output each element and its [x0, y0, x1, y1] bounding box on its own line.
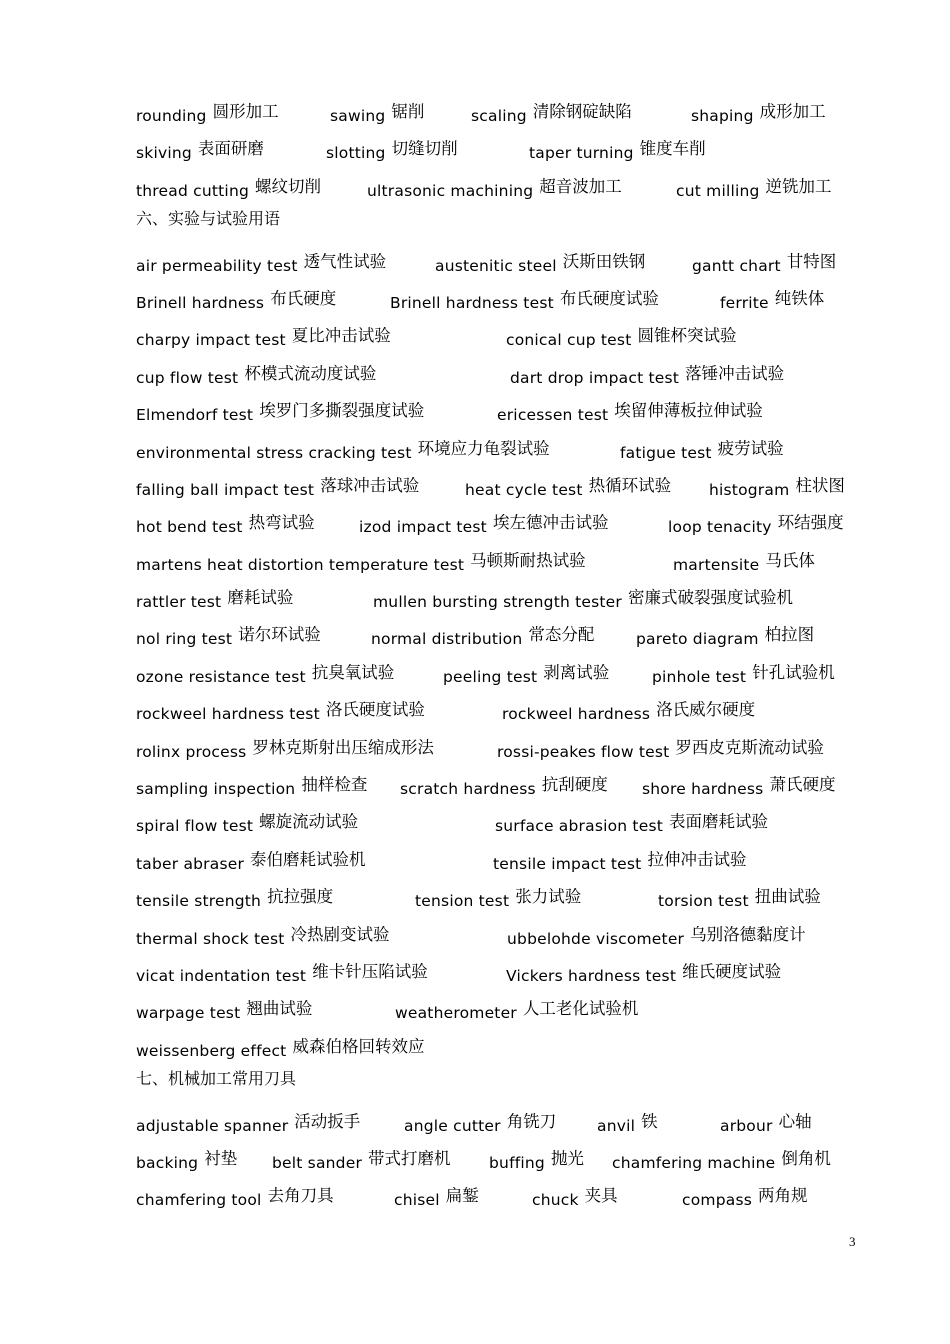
term-chinese: 柱状图	[795, 475, 845, 495]
glossary-term	[136, 285, 337, 312]
glossary-term	[691, 98, 826, 125]
glossary-term	[136, 173, 322, 200]
term-chinese: 扭曲试验	[754, 887, 821, 907]
glossary-term	[136, 659, 395, 686]
term-chinese: 锥度车削	[639, 139, 706, 159]
term-chinese: 热循环试验	[588, 475, 672, 495]
term-chinese: 冷热剧变试验	[290, 924, 390, 944]
glossary-term	[136, 584, 294, 612]
glossary-line	[136, 464, 876, 501]
term-english: skiving	[136, 144, 192, 163]
glossary-line	[136, 127, 876, 164]
glossary-line	[136, 1174, 876, 1211]
glossary-term	[471, 98, 632, 125]
term-english: cut milling	[676, 181, 760, 200]
glossary-term	[272, 1145, 451, 1172]
glossary-term	[136, 883, 334, 911]
term-english: vicat indentation test	[136, 966, 307, 985]
glossary-line	[136, 613, 876, 650]
term-english: adjustable spanner	[136, 1116, 289, 1135]
term-english: tension test	[415, 892, 510, 911]
term-chinese: 圆形加工	[212, 102, 279, 121]
term-english: angle cutter	[404, 1116, 501, 1135]
term-english: ultrasonic machining	[367, 181, 534, 200]
glossary-term	[390, 285, 659, 312]
glossary-term	[493, 846, 747, 873]
term-chinese: 沃斯田铁钢	[562, 251, 646, 271]
term-chinese: 洛氏硬度试验	[325, 700, 425, 720]
glossary-line	[136, 277, 876, 314]
glossary-term	[636, 621, 815, 649]
glossary-term	[136, 995, 313, 1023]
term-english: Brinell hardness	[136, 293, 265, 312]
glossary-term	[497, 397, 763, 425]
term-english: rockweel hardness	[502, 705, 651, 724]
term-chinese: 透气性试验	[303, 251, 387, 271]
term-chinese: 维氏硬度试验	[682, 961, 782, 981]
term-chinese: 清除钢碇缺陷	[532, 102, 632, 121]
term-chinese: 活动扳手	[294, 1111, 361, 1131]
term-chinese: 萧氏硬度	[769, 775, 836, 795]
glossary-page	[136, 90, 876, 1212]
term-chinese: 马氏体	[765, 550, 815, 570]
glossary-term	[367, 173, 622, 200]
glossary-line	[136, 1025, 876, 1062]
term-english: nol ring test	[136, 630, 233, 649]
term-english: histogram	[709, 480, 790, 499]
term-english: arbour	[720, 1116, 773, 1135]
glossary-term	[136, 322, 391, 350]
term-chinese: 纯铁体	[774, 288, 825, 308]
term-chinese: 人工老化试验机	[522, 999, 639, 1019]
glossary-term	[720, 285, 825, 312]
glossary-term	[136, 135, 264, 163]
term-chinese: 埃罗门多撕裂强度试验	[259, 401, 425, 421]
term-english: conical cup test	[506, 331, 632, 350]
term-chinese: 罗林克斯射出压缩成形法	[252, 737, 434, 757]
glossary-term	[620, 435, 784, 462]
glossary-term	[668, 509, 844, 537]
glossary-term	[652, 659, 835, 686]
term-english: Brinell hardness test	[390, 293, 554, 312]
term-english: compass	[682, 1191, 752, 1210]
term-english: surface abrasion test	[495, 817, 664, 836]
glossary-line	[136, 501, 876, 538]
glossary-term	[136, 808, 359, 836]
glossary-term	[136, 621, 321, 649]
term-chinese: 布氏硬度	[270, 288, 337, 308]
term-chinese: 热弯试验	[248, 513, 315, 533]
term-english: ericessen test	[497, 406, 609, 425]
term-english: sampling inspection	[136, 780, 296, 799]
term-chinese: 扁錾	[445, 1186, 479, 1206]
glossary-term	[136, 547, 586, 574]
term-chinese: 超音波加工	[539, 176, 622, 196]
term-english: izod impact test	[359, 518, 487, 537]
term-chinese: 成形加工	[759, 102, 826, 121]
glossary-term	[709, 472, 845, 499]
glossary-line	[136, 913, 876, 950]
term-chinese: 拉伸冲击试验	[647, 849, 747, 869]
glossary-term	[136, 435, 550, 462]
term-chinese: 磨耗试验	[227, 588, 294, 608]
term-english: tensile strength	[136, 892, 262, 911]
term-english: loop tenacity	[668, 518, 772, 537]
glossary-line	[136, 576, 876, 613]
term-english: gantt chart	[692, 256, 781, 275]
term-chinese: 张力试验	[515, 887, 582, 907]
glossary-term	[136, 1033, 425, 1060]
term-chinese: 夹具	[584, 1186, 618, 1206]
term-english: chisel	[394, 1191, 440, 1210]
glossary-term	[506, 322, 737, 350]
glossary-term	[720, 1108, 812, 1135]
glossary-term	[673, 547, 815, 574]
glossary-term	[443, 659, 610, 686]
term-chinese: 角铣刀	[506, 1111, 557, 1131]
term-chinese: 去角刀具	[267, 1186, 334, 1206]
glossary-term	[495, 808, 769, 836]
term-english: taber abraser	[136, 854, 245, 873]
glossary-term	[682, 1182, 808, 1210]
glossary-term	[404, 1108, 557, 1135]
term-english: Elmendorf test	[136, 406, 254, 425]
term-chinese: 马顿斯耐热试验	[470, 550, 586, 570]
term-chinese: 心轴	[778, 1111, 812, 1131]
term-english: taper turning	[529, 144, 634, 163]
glossary-line	[136, 427, 876, 464]
glossary-line	[136, 800, 876, 837]
term-english: chamfering tool	[136, 1191, 262, 1210]
glossary-term	[136, 846, 366, 873]
term-english: normal distribution	[371, 630, 523, 649]
term-chinese: 乌别洛德黏度计	[690, 924, 806, 944]
glossary-term	[529, 135, 706, 163]
term-english: environmental stress cracking test	[136, 443, 412, 462]
glossary-term	[502, 696, 756, 724]
glossary-line	[136, 1137, 876, 1174]
term-chinese: 落球冲击试验	[320, 475, 420, 495]
term-english: ozone resistance test	[136, 667, 306, 686]
term-english: spiral flow test	[136, 817, 254, 836]
term-chinese: 夏比冲击试验	[291, 326, 391, 346]
glossary-term	[136, 472, 420, 499]
term-chinese: 抽样检查	[301, 775, 368, 795]
section-heading: 六、实验与试验用语	[136, 209, 281, 229]
term-english: fatigue test	[620, 443, 712, 462]
term-chinese: 倒角机	[781, 1148, 831, 1168]
glossary-term	[136, 734, 434, 761]
glossary-term	[465, 472, 672, 499]
term-chinese: 抗刮硬度	[541, 775, 608, 795]
term-chinese: 埃留伸薄板拉伸试验	[614, 401, 763, 421]
glossary-line	[136, 875, 876, 912]
term-english: scratch hardness	[400, 780, 536, 799]
glossary-term	[136, 1182, 334, 1210]
term-english: weissenberg effect	[136, 1041, 287, 1060]
term-english: pinhole test	[652, 667, 747, 686]
term-english: warpage test	[136, 1004, 241, 1023]
term-chinese: 密廉式破裂强度试验机	[628, 588, 793, 608]
glossary-term	[506, 958, 782, 985]
term-english: austenitic steel	[435, 256, 557, 275]
term-english: peeling test	[443, 667, 538, 686]
term-chinese: 环境应力龟裂试验	[417, 438, 550, 458]
term-chinese: 罗西皮克斯流动试验	[675, 737, 824, 757]
term-chinese: 圆锥杯突试验	[637, 326, 737, 346]
term-chinese: 螺纹切削	[255, 176, 322, 196]
term-english: thread cutting	[136, 181, 250, 200]
term-english: shaping	[691, 107, 754, 125]
term-english: belt sander	[272, 1153, 363, 1172]
term-chinese: 杯模式流动度试验	[244, 363, 377, 383]
glossary-term	[373, 584, 793, 612]
term-chinese: 布氏硬度试验	[559, 288, 659, 308]
glossary-line	[136, 950, 876, 987]
term-chinese: 甘特图	[786, 251, 837, 271]
term-chinese: 逆铣加工	[765, 176, 832, 196]
term-english: chamfering machine	[612, 1153, 776, 1172]
term-chinese: 抗拉强度	[267, 887, 334, 907]
glossary-line	[136, 651, 876, 688]
glossary-term	[136, 397, 425, 425]
glossary-term	[359, 509, 609, 537]
term-english: sawing	[330, 107, 386, 125]
term-chinese: 疲劳试验	[717, 438, 784, 458]
term-english: cup flow test	[136, 368, 239, 387]
glossary-term	[371, 621, 595, 649]
glossary-line	[136, 240, 876, 277]
term-chinese: 衬垫	[204, 1148, 238, 1168]
term-chinese: 威森伯格回转效应	[292, 1036, 425, 1056]
term-english: backing	[136, 1153, 199, 1172]
term-english: air permeability test	[136, 256, 298, 275]
glossary-line	[136, 165, 876, 202]
glossary-line	[136, 389, 876, 426]
term-english: rockweel hardness test	[136, 705, 320, 724]
glossary-term	[510, 360, 785, 387]
term-english: anvil	[597, 1116, 636, 1135]
glossary-term	[676, 173, 832, 200]
term-chinese: 落锤冲击试验	[685, 363, 785, 383]
term-english: weatherometer	[395, 1004, 517, 1023]
term-english: ubbelohde viscometer	[507, 929, 685, 948]
glossary-term	[532, 1182, 618, 1210]
term-chinese: 针孔试验机	[752, 662, 835, 682]
term-chinese: 诺尔环试验	[238, 625, 321, 645]
term-english: dart drop impact test	[510, 368, 680, 387]
term-chinese: 翘曲试验	[246, 999, 313, 1019]
term-english: hot bend test	[136, 518, 243, 537]
glossary-term	[136, 1108, 361, 1135]
term-english: scaling	[471, 107, 527, 125]
term-chinese: 剥离试验	[543, 662, 610, 682]
term-chinese: 两角规	[758, 1186, 808, 1206]
glossary-term	[136, 958, 428, 985]
term-english: heat cycle test	[465, 480, 583, 499]
term-english: pareto diagram	[636, 630, 759, 649]
term-english: ferrite	[720, 293, 769, 312]
glossary-line	[136, 763, 876, 800]
term-english: charpy impact test	[136, 331, 286, 350]
glossary-term	[136, 696, 425, 724]
term-chinese: 表面研磨	[197, 139, 264, 159]
glossary-term	[597, 1108, 658, 1135]
glossary-line	[136, 352, 876, 389]
term-english: thermal shock test	[136, 929, 285, 948]
term-chinese: 抗臭氧试验	[311, 662, 395, 682]
term-english: falling ball impact test	[136, 480, 315, 499]
term-chinese: 锯削	[391, 102, 425, 121]
term-chinese: 切缝切削	[391, 139, 458, 159]
glossary-term	[435, 248, 646, 275]
glossary-line	[136, 688, 876, 725]
glossary-line	[136, 1100, 876, 1137]
glossary-term	[394, 1182, 479, 1210]
term-chinese: 抛光	[550, 1148, 584, 1168]
term-english: mullen bursting strength tester	[373, 593, 622, 612]
glossary-line	[136, 539, 876, 576]
term-chinese: 埃左德冲击试验	[492, 513, 609, 533]
term-english: shore hardness	[642, 780, 764, 799]
glossary-line	[136, 314, 876, 351]
term-english: chuck	[532, 1191, 579, 1210]
glossary-term	[692, 248, 837, 275]
term-chinese: 环结强度	[777, 513, 844, 533]
page-number: 3	[849, 1234, 856, 1249]
glossary-term	[136, 1145, 238, 1172]
term-chinese: 泰伯磨耗试验机	[250, 849, 366, 869]
term-english: rossi-peakes flow test	[497, 742, 670, 761]
glossary-term	[507, 921, 806, 948]
term-chinese: 铁	[641, 1111, 658, 1131]
glossary-term	[658, 883, 821, 911]
term-english: martens heat distortion temperature test	[136, 555, 465, 574]
glossary-term	[330, 98, 425, 125]
glossary-term	[136, 509, 315, 537]
term-chinese: 柏拉图	[764, 625, 815, 645]
glossary-term	[489, 1145, 584, 1172]
term-english: slotting	[326, 144, 386, 163]
term-english: buffing	[489, 1153, 545, 1172]
glossary-line	[136, 838, 876, 875]
term-english: tensile impact test	[493, 854, 642, 873]
term-english: rattler test	[136, 593, 222, 612]
glossary-term	[395, 995, 639, 1023]
glossary-term	[136, 98, 279, 125]
glossary-term	[612, 1145, 831, 1172]
glossary-term	[136, 771, 368, 799]
term-chinese: 表面磨耗试验	[669, 812, 769, 832]
glossary-line	[136, 726, 876, 763]
term-english: martensite	[673, 555, 760, 574]
term-english: rounding	[136, 107, 207, 125]
term-english: torsion test	[658, 892, 749, 911]
glossary-term	[136, 360, 377, 387]
glossary-term	[415, 883, 582, 911]
term-chinese: 洛氏威尔硬度	[656, 700, 756, 720]
section-heading: 七、机械加工常用刀具	[136, 1069, 297, 1089]
term-english: rolinx process	[136, 742, 247, 761]
glossary-term	[136, 248, 387, 275]
term-chinese: 常态分配	[528, 625, 595, 645]
glossary-line	[136, 987, 876, 1024]
term-english: Vickers hardness test	[506, 966, 677, 985]
glossary-term	[642, 771, 836, 799]
glossary-term	[497, 734, 824, 761]
glossary-term	[326, 135, 458, 163]
term-chinese: 维卡针压陷试验	[312, 961, 428, 981]
term-chinese: 带式打磨机	[368, 1148, 451, 1168]
glossary-term	[400, 771, 608, 799]
term-chinese: 螺旋流动试验	[259, 812, 359, 832]
glossary-line	[136, 90, 876, 127]
glossary-term	[136, 921, 390, 948]
